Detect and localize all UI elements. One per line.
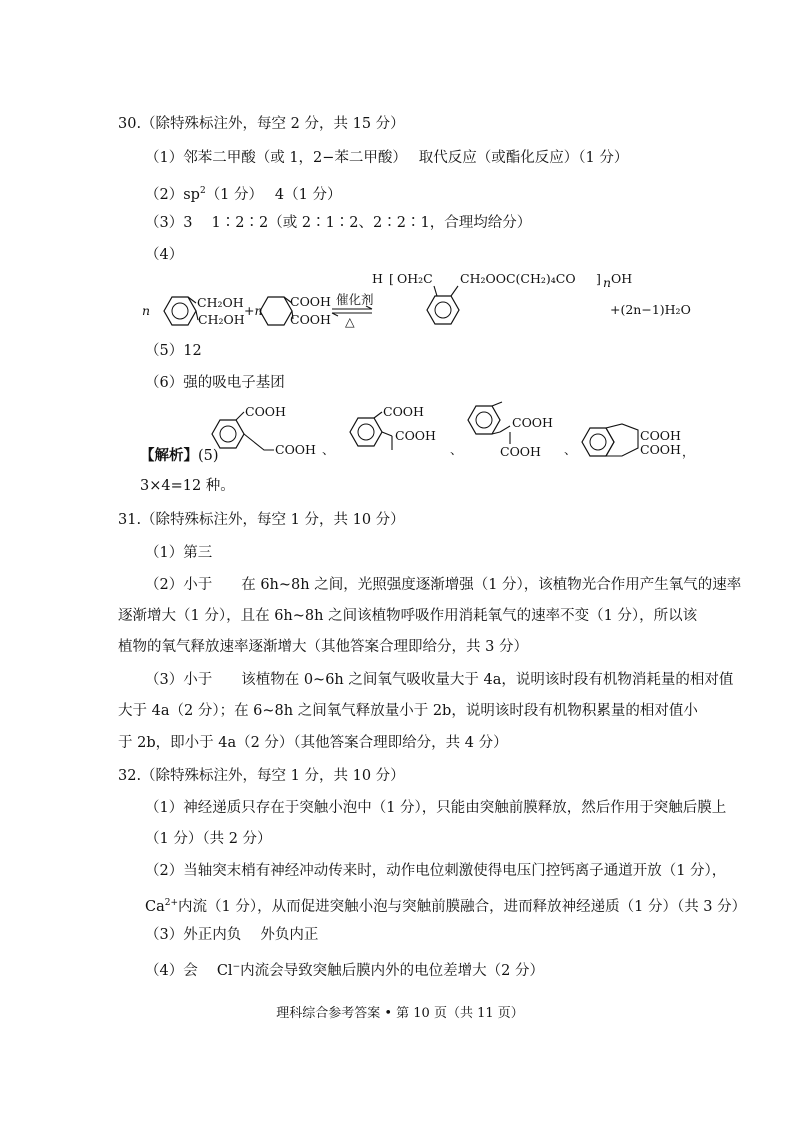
- benzene-ring-diol: [164, 297, 196, 325]
- q30-answer-4-label: （4）: [145, 247, 184, 263]
- q31-answer-2-line-2: 逐渐增大（1 分），且在 6h~8h 之间该植物呼吸作用消耗氧气的速率不变（1 分），所以该: [118, 608, 698, 624]
- q31-answer-1: （1）第三: [145, 545, 213, 561]
- q30-answer-2-suffix: （1 分） 4（1 分）: [205, 186, 342, 203]
- q32-answer-3: （3）外正内负 外负内正: [145, 927, 319, 943]
- isomer-1-cooh-top: COOH: [245, 404, 286, 419]
- eq-bracket-left: [: [389, 271, 394, 286]
- q30-answer-2: [145, 181, 341, 205]
- aromatic-circle: [172, 303, 188, 319]
- q30-answer-3: （3）3 1∶2∶2（或 2∶1∶2、2∶2∶1，合理均给分）: [145, 215, 532, 231]
- eq-water: +(2n−1)H₂O: [610, 302, 691, 317]
- q31-answer-3-line-2: 大于 4a（2 分）；在 6~8h 之间氧气释放量小于 2b，说明该时段有机物积累量的相对值小: [118, 703, 698, 719]
- q30-answer-1: （1）邻苯二甲酸（或 1，2−苯二甲酸） 取代反应（或酯化反应）（1 分）: [145, 150, 629, 166]
- eq-product-ester: CH₂OOC(CH₂)₄CO: [460, 271, 576, 286]
- isomer-2-cooh-mid: COOH: [395, 428, 436, 443]
- q32-answer-4-prefix: （4）会 Cl: [145, 962, 233, 979]
- q32-answer-2-line-2: [145, 893, 746, 917]
- q31-heading: 31.（除特殊标注外，每空 1 分，共 10 分）: [118, 512, 405, 528]
- eq-bracket-right: ]: [596, 271, 601, 286]
- eq-heat-label: △: [345, 314, 355, 329]
- isomer-sep-3: 、: [564, 442, 577, 457]
- polymerization-equation: [140, 262, 720, 336]
- eq-sub-n: n: [603, 275, 612, 290]
- q30-answer-5: （5）12: [145, 343, 202, 359]
- q32-answer-2-line-1: （2）当轴突末梢有神经冲动传来时，动作电位刺激使得电压门控钙离子通道开放（1 分），: [145, 863, 727, 879]
- eq-catalyst-label: 催化剂: [336, 292, 374, 307]
- q30-heading: 30.（除特殊标注外，每空 2 分，共 15 分）: [118, 116, 405, 132]
- isomer-1-cooh-bot: COOH: [275, 442, 316, 457]
- isomer-3: [468, 402, 553, 459]
- eq-product-h: H: [372, 271, 383, 286]
- cyclohexane-ring: [260, 297, 292, 325]
- eq-product-oh2c: OH₂C: [397, 271, 433, 286]
- q31-answer-2-line-3: 植物的氧气释放速率逐渐增大（其他答案合理即给分，共 3 分）: [118, 639, 528, 655]
- q30-answer-2-prefix: （2）sp: [145, 186, 200, 203]
- isomer-sep-1: 、: [322, 442, 335, 457]
- isomer-3-cooh-top: COOH: [512, 415, 553, 430]
- isomer-1: [212, 404, 316, 457]
- isomer-end-comma: ，: [682, 444, 695, 459]
- isomer-sep-2: 、: [450, 442, 463, 457]
- q32-answer-1-line-1: （1）神经递质只存在于突触小泡中（1 分），只能由突触前膜释放，然后作用于突触后膜上: [145, 800, 727, 816]
- calcium-charge: 2+: [164, 898, 179, 908]
- jiexi-calc: 3×4=12 种。: [140, 478, 235, 494]
- calcium-symbol: Ca: [145, 898, 165, 915]
- q32-answer-2-rest: 内流（1 分），从而促进突触小泡与突触前膜融合，进而释放神经递质（1 分）（共 3 分）: [178, 898, 747, 915]
- q32-answer-4-rest: 内流会导致突触后膜内外的电位差增大（2 分）: [240, 962, 544, 979]
- isomer-4: [582, 424, 695, 459]
- isomer-2: [350, 404, 436, 450]
- eq-oh-end: OH: [611, 271, 633, 286]
- jiexi-num: (5): [198, 448, 219, 464]
- isomer-structures: [210, 402, 695, 472]
- q32-answer-1-line-2: （1 分）（共 2 分）: [145, 831, 272, 847]
- eq-cooh-bot: COOH: [290, 312, 331, 327]
- eq-plus-n: +n: [244, 303, 263, 318]
- q30-answer-6: （6）强的吸电子基团: [145, 375, 285, 391]
- isomer-3-cooh-bot: COOH: [500, 444, 541, 459]
- isomer-4-cooh-bot: COOH: [640, 442, 681, 457]
- eq-coef-n: n: [142, 303, 151, 318]
- q31-answer-3-line-3: 于 2b，即小于 4a（2 分）（其他答案合理即给分，共 4 分）: [118, 735, 508, 751]
- page-footer: 理科综合参考答案 • 第 10 页（共 11 页）: [276, 1006, 524, 1021]
- q32-heading: 32.（除特殊标注外，每空 1 分，共 10 分）: [118, 768, 405, 784]
- eq-cooh-top: COOH: [290, 294, 331, 309]
- q31-answer-2-line-1: （2）小于 在 6h~8h 之间，光照强度逐渐增强（1 分），该植物光合作用产生氧气的速率: [145, 577, 742, 593]
- jiexi-tag: 【解析】: [140, 447, 198, 464]
- benzene-ring-product: [427, 296, 459, 324]
- isomer-4-cooh-top: COOH: [640, 428, 681, 443]
- eq-ch2oh-top: CH₂OH: [197, 295, 244, 310]
- isomer-2-cooh-top: COOH: [383, 404, 424, 419]
- eq-ch2oh-bot: CH₂OH: [198, 312, 245, 327]
- q32-answer-4: [145, 957, 544, 981]
- q31-answer-3-line-1: （3）小于 该植物在 0~6h 之间氧气吸收量大于 4a，说明该时段有机物消耗量的相对值: [145, 672, 734, 688]
- chloride-charge: −: [232, 962, 241, 972]
- q30-answer-2-superscript: 2: [199, 186, 206, 196]
- jiexi-label: [140, 446, 219, 466]
